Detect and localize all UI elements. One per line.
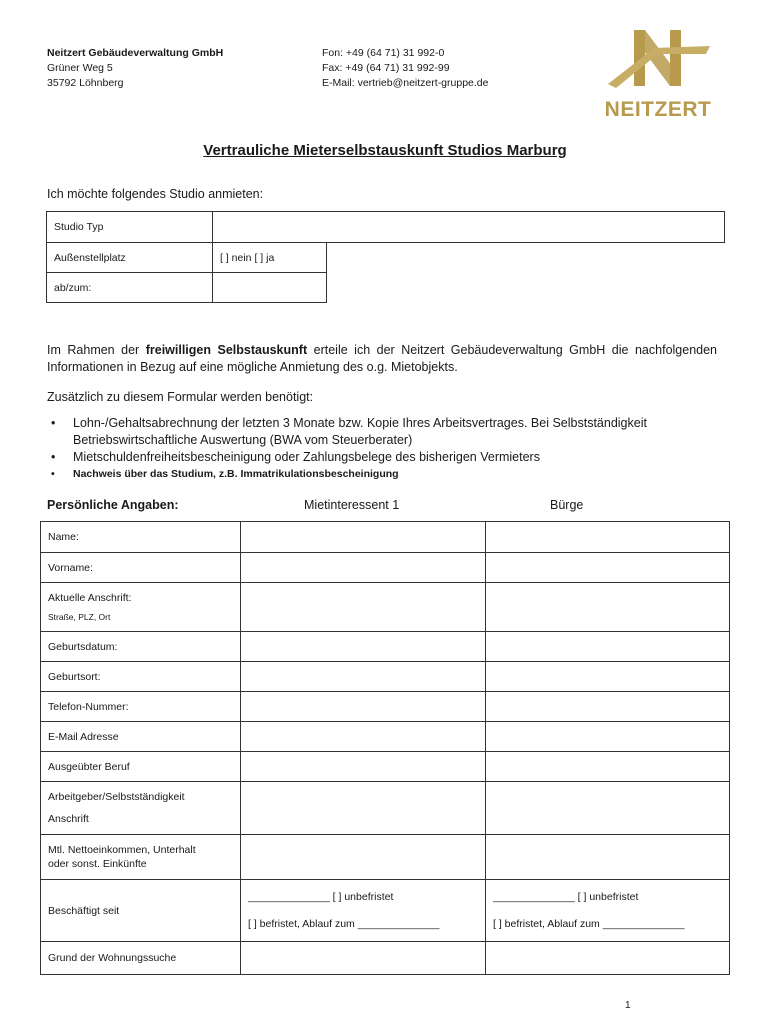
applicant-reason-field[interactable] [241, 942, 486, 975]
start-date-field[interactable] [213, 273, 327, 303]
unbefristet-option[interactable]: ______________ [ ] unbefristet [248, 890, 394, 903]
row-label: Arbeitgeber/Selbstständigkeit [48, 791, 185, 803]
guarantor-name-field[interactable] [486, 522, 730, 553]
row-label-income [41, 835, 241, 880]
paragraph-text: erteile ich der Neitzert Gebäudeverwaltung GmbH die nachfolgenden Informationen in Bezug auf eine mögliche Anmietung des o.g. Mietobjekts. [47, 343, 718, 374]
applicant-phone-field[interactable] [241, 692, 486, 722]
list-item [47, 415, 717, 449]
guarantor-reason-field[interactable] [486, 942, 730, 975]
guarantor-income-field[interactable] [486, 835, 730, 880]
paragraph-bold-text: freiwilligen Selbstauskunft [145, 343, 308, 357]
table-row [41, 782, 730, 835]
company-logo [592, 28, 724, 124]
table-row [41, 553, 730, 583]
page-number: 1 [625, 1000, 631, 1011]
row-label: Geburtsdatum: [41, 632, 241, 662]
row-label-employer [41, 782, 241, 835]
row-label-address [41, 583, 241, 632]
guarantor-occupation-field[interactable] [486, 752, 730, 782]
list-item-text: Lohn-/Gehaltsabrechnung der letzten 3 Monate bzw. Kopie Ihres Arbeitsvertrages. Bei Selbstständigkeit Betriebswirtschaftliche Auswertung (BWA vom Steuerberater) [73, 416, 647, 447]
applicant-birthplace-field[interactable] [241, 662, 486, 692]
table-row [41, 752, 730, 782]
table-row [41, 692, 730, 722]
parking-options[interactable]: [ ] nein [ ] ja [213, 243, 327, 273]
applicant-name-field[interactable] [241, 522, 486, 553]
row-label: Ausgeübter Beruf [41, 752, 241, 782]
logo-mark-icon [592, 28, 724, 98]
column-heading-applicant: Mietinteressent 1 [304, 498, 400, 512]
studio-type-label: Studio Typ [47, 212, 213, 243]
required-docs-intro: Zusätzlich zu diesem Formular werden benötigt: [47, 390, 314, 404]
table-row [41, 880, 730, 942]
bullet-icon: • [51, 416, 56, 430]
applicant-firstname-field[interactable] [241, 553, 486, 583]
intro-text: Ich möchte folgendes Studio anmieten: [47, 187, 264, 201]
company-street: Grüner Weg 5 [47, 62, 113, 74]
table-row [41, 632, 730, 662]
row-label: Mtl. Nettoeinkommen, Unterhalt [48, 844, 196, 856]
phone-number: Fon: +49 (64 71) 31 992-0 [322, 47, 445, 59]
list-item-text: Mietschuldenfreiheitsbescheinigung oder Zahlungsbelege des bisherigen Vermieters [73, 450, 540, 464]
applicant-birthdate-field[interactable] [241, 632, 486, 662]
guarantor-phone-field[interactable] [486, 692, 730, 722]
table-row [41, 835, 730, 880]
row-label: oder sonst. Einkünfte [48, 858, 147, 870]
table-row [47, 273, 725, 303]
row-label: Grund der Wohnungssuche [41, 942, 241, 975]
company-name: Neitzert Gebäudeverwaltung GmbH [47, 47, 224, 59]
befristet-option[interactable]: [ ] befristet, Ablauf zum ______________ [493, 917, 685, 930]
table-row [41, 583, 730, 632]
studio-type-field[interactable] [213, 212, 725, 243]
table-row [41, 522, 730, 553]
row-label: Aktuelle Anschrift: [48, 592, 132, 604]
unbefristet-option[interactable]: ______________ [ ] unbefristet [493, 890, 639, 903]
required-docs-list [47, 415, 717, 483]
table-row [47, 243, 725, 273]
applicant-email-field[interactable] [241, 722, 486, 752]
row-label: Anschrift [48, 813, 89, 825]
parking-label: Außenstellplatz [47, 243, 213, 273]
consent-paragraph [47, 342, 717, 376]
contact-info [322, 46, 488, 91]
guarantor-address-field[interactable] [486, 583, 730, 632]
empty-cell [327, 243, 725, 273]
table-row [41, 662, 730, 692]
personal-data-table [40, 521, 730, 975]
column-heading-guarantor: Bürge [550, 498, 584, 512]
row-label: Vorname: [41, 553, 241, 583]
guarantor-birthdate-field[interactable] [486, 632, 730, 662]
applicant-income-field[interactable] [241, 835, 486, 880]
applicant-occupation-field[interactable] [241, 752, 486, 782]
studio-table [46, 211, 725, 303]
bullet-icon: • [51, 468, 55, 480]
guarantor-employment-field[interactable] [486, 880, 730, 942]
document-title: Vertrauliche Mieterselbstauskunft Studios Marburg [203, 142, 567, 159]
list-item-text: Nachweis über das Studium, z.B. Immatrikulationsbescheinigung [73, 468, 399, 480]
list-item [47, 449, 717, 466]
applicant-employment-field[interactable] [241, 880, 486, 942]
guarantor-employer-field[interactable] [486, 782, 730, 835]
paragraph-text: Im Rahmen der [47, 343, 146, 357]
table-row [47, 212, 725, 243]
table-row [41, 942, 730, 975]
row-label: Geburtsort: [41, 662, 241, 692]
guarantor-birthplace-field[interactable] [486, 662, 730, 692]
start-date-label: ab/zum: [47, 273, 213, 303]
applicant-address-field[interactable] [241, 583, 486, 632]
befristet-option[interactable]: [ ] befristet, Ablauf zum ______________ [248, 917, 440, 930]
email-address: E-Mail: vertrieb@neitzert-gruppe.de [322, 77, 489, 89]
guarantor-firstname-field[interactable] [486, 553, 730, 583]
row-label: Beschäftigt seit [41, 880, 241, 942]
bullet-icon: • [51, 450, 56, 464]
row-label: Name: [41, 522, 241, 553]
row-label: E-Mail Adresse [41, 722, 241, 752]
applicant-employer-field[interactable] [241, 782, 486, 835]
row-sublabel: Straße, PLZ, Ort [48, 612, 111, 622]
fax-number: Fax: +49 (64 71) 31 992-99 [322, 62, 450, 74]
company-address [47, 46, 223, 91]
row-label: Telefon-Nummer: [41, 692, 241, 722]
empty-cell [327, 273, 725, 303]
guarantor-email-field[interactable] [486, 722, 730, 752]
section-heading: Persönliche Angaben: [47, 498, 179, 512]
logo-wordmark: NEITZERT [604, 98, 712, 121]
company-city: 35792 Löhnberg [47, 77, 124, 89]
table-row [41, 722, 730, 752]
list-item [47, 466, 717, 483]
